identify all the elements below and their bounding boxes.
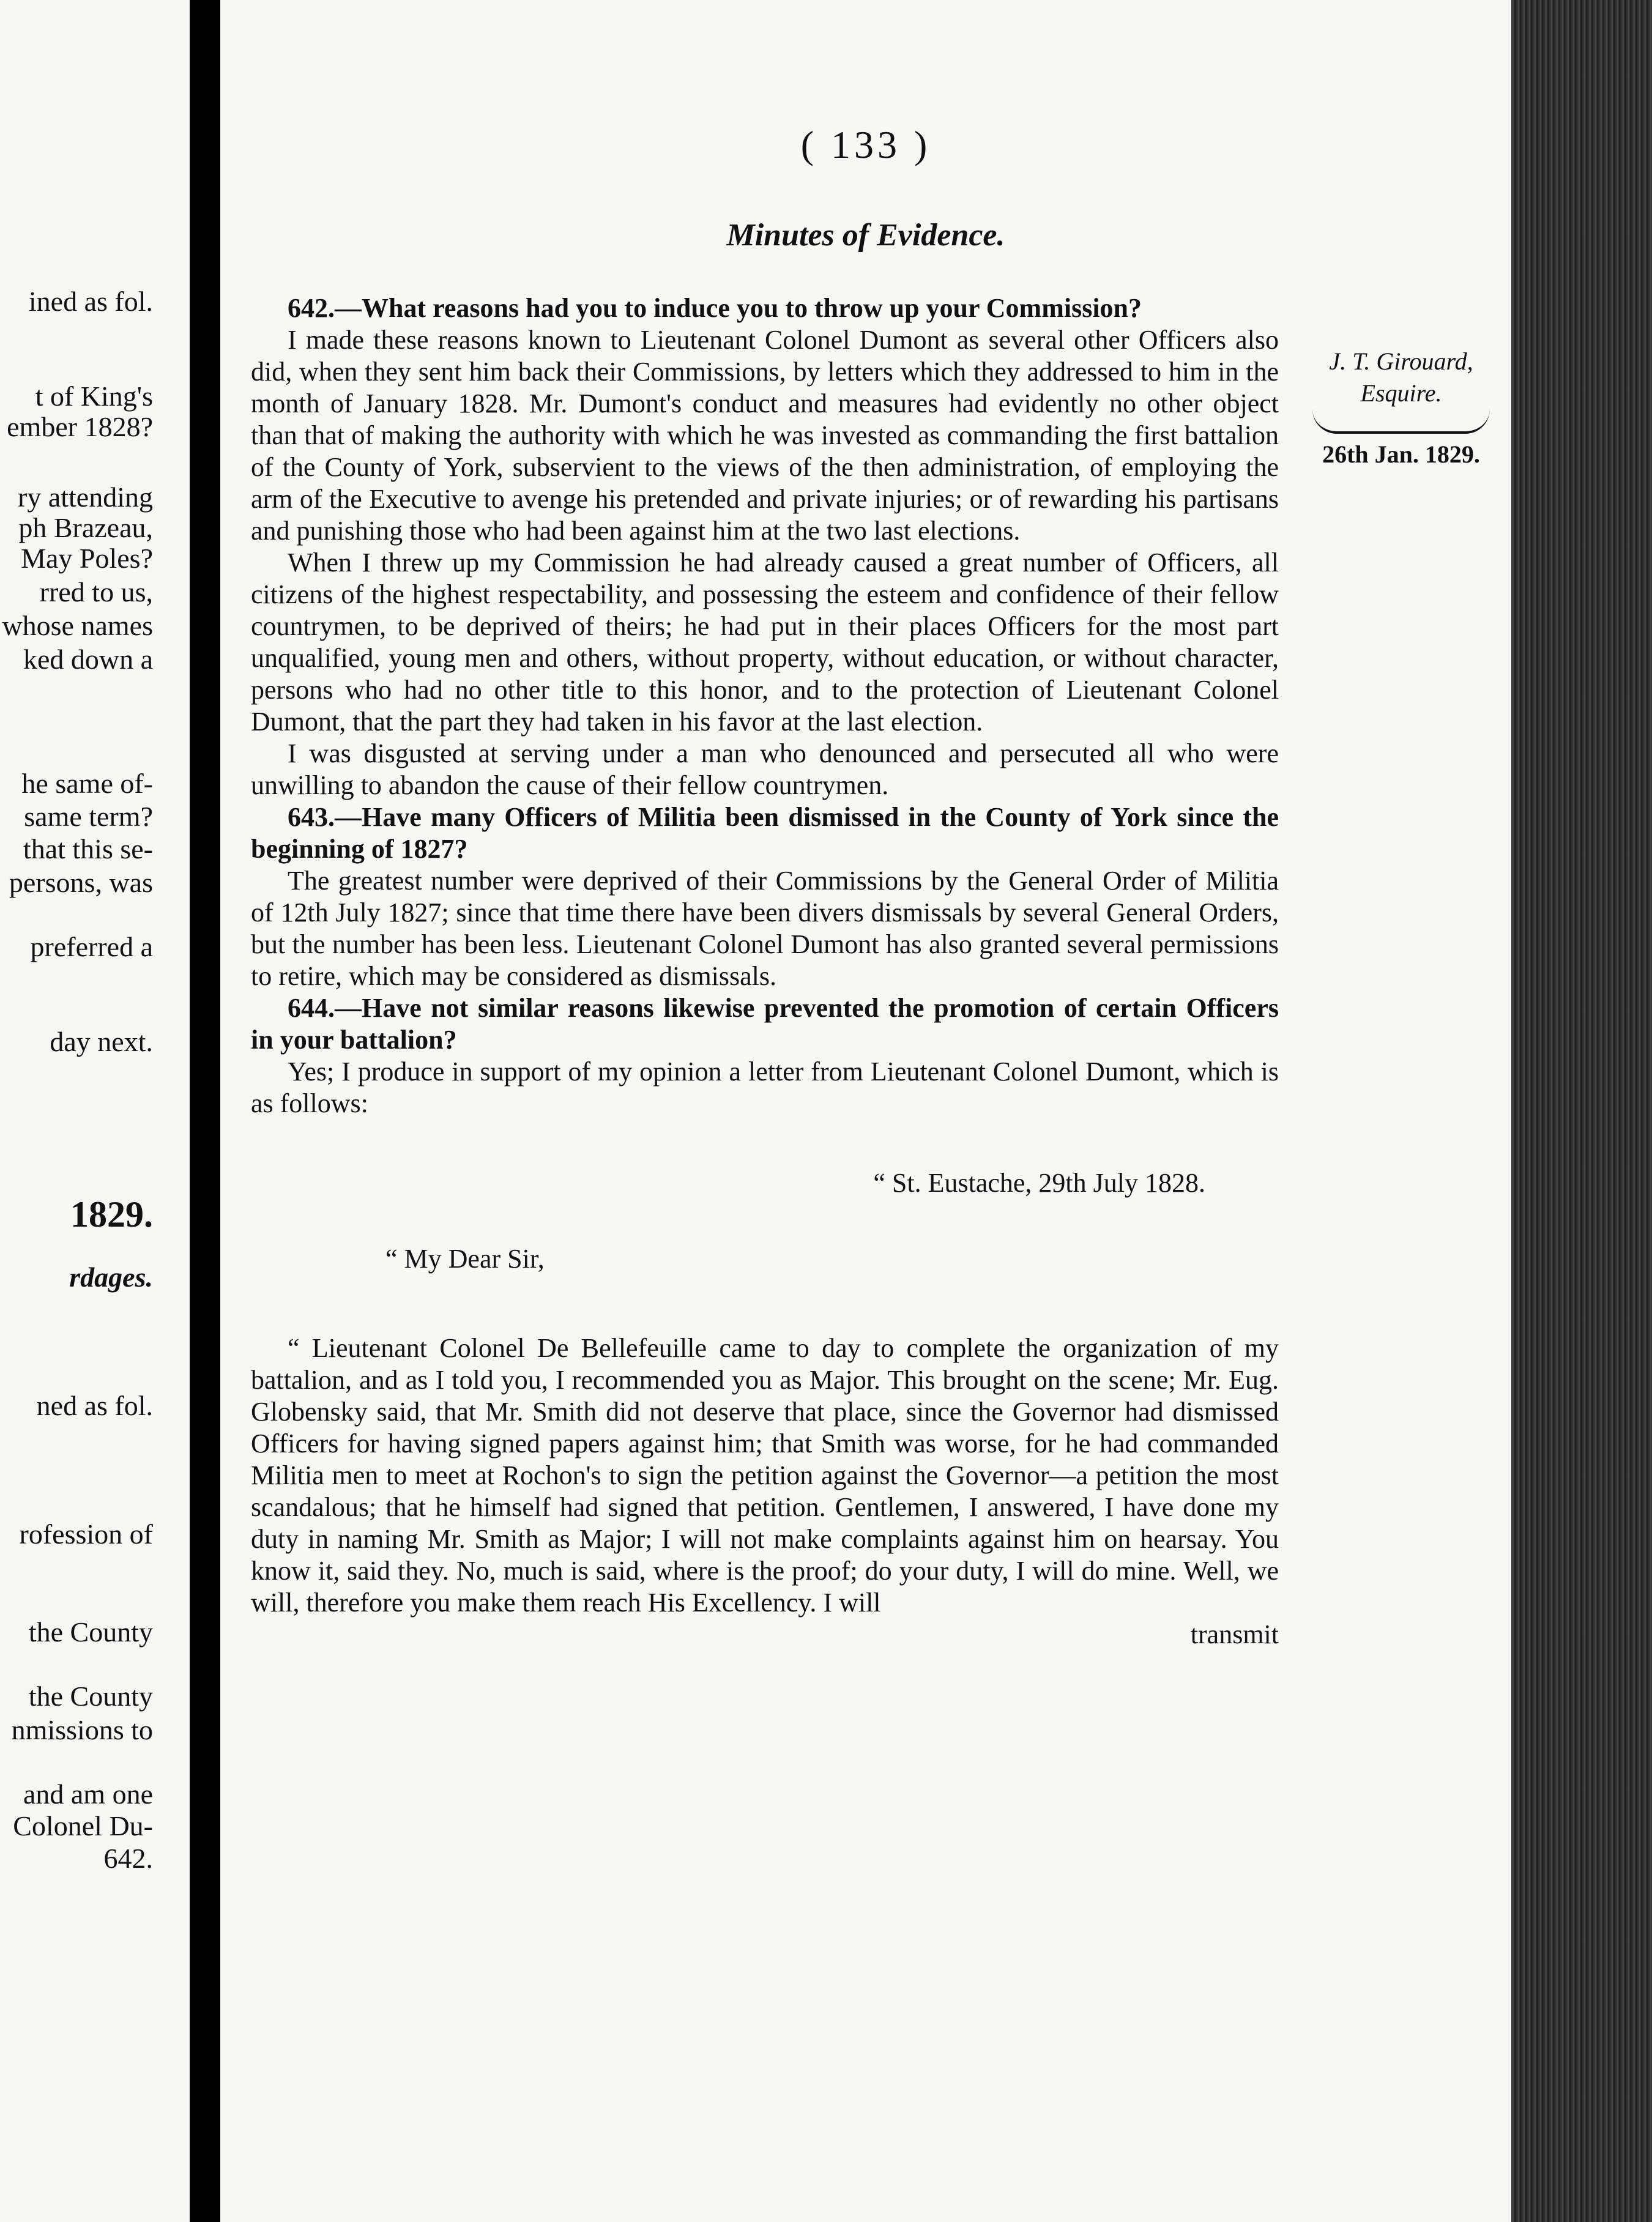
left-page-line: same term? (24, 801, 153, 832)
left-page-line: rred to us, (39, 576, 153, 608)
left-page-line: ember 1828? (7, 411, 153, 442)
left-page-line: ry attending (18, 481, 153, 513)
answer-642-paragraph-3: I was disgusted at serving under a man who denounced and persecuted all who were unwilling to abandon the cause of their fellow countrymen. (251, 738, 1279, 800)
left-page-line: 642. (103, 1843, 153, 1874)
left-page-line: ph Brazeau, (18, 512, 153, 543)
left-page-line: Colonel Du- (13, 1810, 153, 1841)
letter-date-line: “ St. Eustache, 29th July 1828. (873, 1168, 1205, 1198)
witness-side-note (1300, 346, 1502, 470)
section-title: Minutes of Evidence. (726, 218, 1005, 253)
testimony-date: 26th Jan. 1829. (1322, 440, 1480, 468)
left-page-line: preferred a (30, 931, 153, 962)
left-page-line: 1829. (70, 1194, 153, 1235)
catchword: transmit (1190, 1619, 1279, 1649)
left-page-line: persons, was (9, 867, 153, 898)
left-page-line: that this se- (23, 833, 153, 864)
page-edges (1511, 0, 1652, 2222)
left-page-line: whose names (2, 610, 153, 641)
brace-icon (1312, 409, 1490, 434)
witness-title: Esquire. (1360, 379, 1442, 407)
left-page-line: ked down a (23, 644, 153, 675)
left-page-line: rofession of (19, 1518, 153, 1550)
question-642: 642.—What reasons had you to induce you to throw up your Commission? (288, 293, 1142, 323)
answer-644: Yes; I produce in support of my opinion a letter from Lieutenant Colonel Dumont, which is as follows: (251, 1057, 1279, 1118)
left-page-line: day next. (50, 1026, 153, 1057)
left-page-line: t of King's (35, 381, 153, 412)
letter-salutation: “ My Dear Sir, (385, 1244, 545, 1274)
question-643: 643.—Have many Officers of Militia been dismissed in the County of York since the beginning of 1827? (251, 802, 1279, 864)
answer-642-paragraph-1: I made these reasons known to Lieutenant Colonel Dumont as several other Officers also did, when they sent him back their Commissions, by letters which they addressed to him in the month of January 1828. Mr. Dumont's conduct and measures had evidently no other object than that of making the authority with which he was invested as commanding the first battalion of the County of York, subservient to the views of the then administration, of employing the arm of the Executive to avenge his pretended and private injuries; or of rewarding his partisans and punishing those who had been against him at the two last elections. (251, 325, 1279, 546)
left-page-line: and am one (23, 1778, 153, 1810)
left-page-line: May Poles? (21, 543, 153, 574)
question-644: 644.—Have not similar reasons likewise prevented the promotion of certain Officers in your battalion? (251, 993, 1279, 1055)
left-page-fragment (0, 0, 190, 2222)
left-page-line: he same of- (21, 768, 153, 799)
left-page-line: the County (28, 1616, 153, 1648)
page-number: ( 133 ) (800, 123, 931, 166)
left-page-line: the County (28, 1681, 153, 1712)
witness-name: J. T. Girouard, (1329, 347, 1473, 375)
minutes-body (251, 292, 1279, 1651)
book-gutter (190, 0, 220, 2222)
letter-body: “ Lieutenant Colonel De Bellefeuille came to day to complete the organization of my battalion, and as I told you, I recommended you as Major. This brought on the scene; Mr. Eug. Globensky said, that Mr. Smith did not deserve that place, since the Governor had dismissed Officers for having signed papers against him; that Smith was worse, for he had commanded Militia men to meet at Rochon's to sign the petition against the Governor—a petition the most scandalous; that he himself had signed that petition. Gentlemen, I answered, I have done my duty in naming Mr. Smith as Major; I will not make complaints against him on hearsay. You know it, said they. No, much is said, where is the proof; do your duty, I will do mine. Well, we will, therefore you make them reach His Excellency. I will (251, 1333, 1279, 1618)
left-page-line: ined as fol. (28, 286, 153, 317)
left-page-line: nmissions to (11, 1714, 153, 1745)
answer-642-paragraph-2: When I threw up my Commission he had already caused a great number of Officers, all citizens of the highest respectability, and possessing the esteem and confidence of their fellow countrymen, to be deprived of theirs; he had put in their places Officers for the most part unqualified, young men and others, without property, without education, or without character, persons who had no other title to this honor, and to the protection of Lieutenant Colonel Dumont, that the part they had taken in his favor at the last election. (251, 548, 1279, 737)
right-page (220, 0, 1511, 2222)
left-page-line: rdages. (69, 1261, 153, 1293)
answer-643: The greatest number were deprived of their Commissions by the General Order of Militia of 12th July 1827; since that time there have been divers dismissals by several General Orders, but the number has been less. Lieutenant Colonel Dumont has also granted several permissions to retire, which may be considered as dismissals. (251, 866, 1279, 991)
left-page-line: ned as fol. (36, 1390, 153, 1421)
